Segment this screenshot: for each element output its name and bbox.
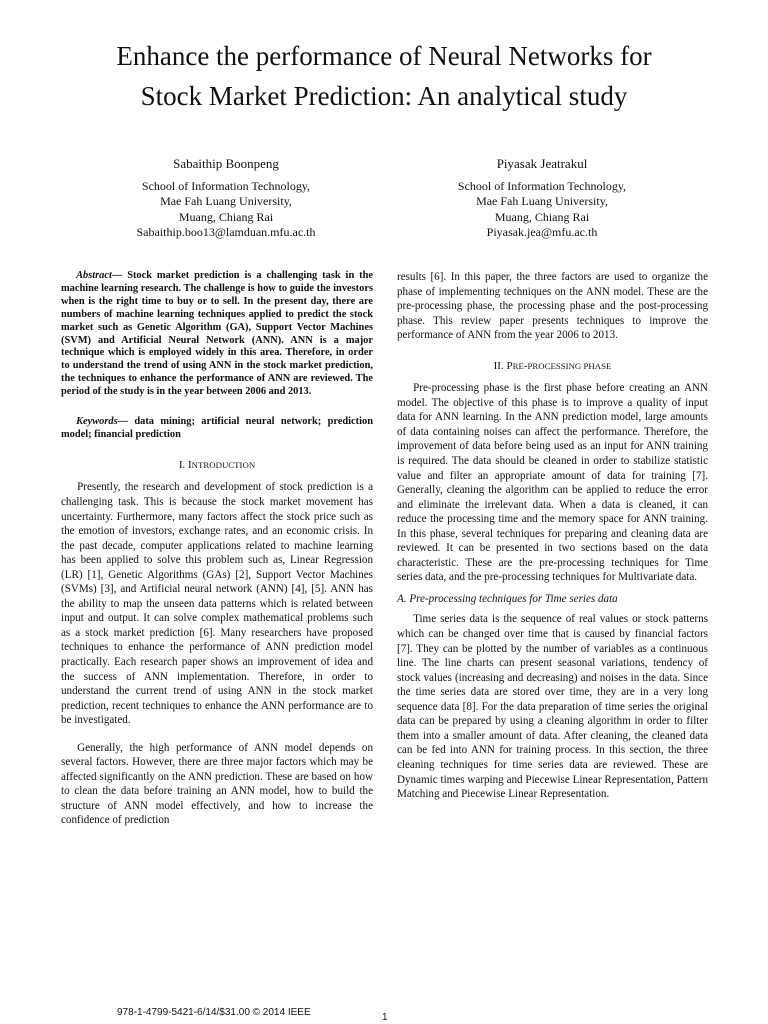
abstract-label: Abstract— xyxy=(76,270,123,281)
section-number: II. xyxy=(493,359,504,372)
keywords-label: Keywords— xyxy=(76,416,129,428)
title-line-2: Stock Market Prediction: An analytical study xyxy=(140,81,628,111)
section-title-rest: NTRODUCTION xyxy=(191,459,256,470)
author-dept: School of Information Technology, xyxy=(457,178,627,193)
preprocessing-paragraph-1: Pre-processing phase is the first phase before creating an ANN model. The objective of this phase is to improve a quality of input data for ANN learning. In the ANN prediction model, large amounts of data containing noises can affect the performance. Therefore, the improvement of data before being used as an input for ANN training is required. The data should be cleaned in order to stabilize statistic value and filter an appropriate amount of data for training [7]. Generally, cleaning the algorithm can be applied to reduce the error and eliminate the irrelevant data. When a data is cleaned, it can reduce the processing time and the memory space for ANN training. In this phase, several techniques for preparing and cleaning data are reviewed. It can be presented in two sections based on the data characteristic. These are the pre-processing techniques for Time series data, and the pre-processing techniques for Multivariate data. xyxy=(397,382,708,584)
author-location: Muang, Chiang Rai xyxy=(494,209,590,224)
author-email: Sabaithip.boo13@lamduan.mfu.ac.th xyxy=(136,225,316,239)
section-heading-preprocessing xyxy=(397,359,708,374)
author-name: Piyasak Jeatrakul xyxy=(496,156,588,171)
abstract xyxy=(61,270,373,399)
section-number: I. xyxy=(178,458,186,471)
author-block-1 xyxy=(76,156,376,241)
author-university: Mae Fah Luang University, xyxy=(476,194,608,208)
section-title-dash: - xyxy=(523,359,528,372)
section-initial: P xyxy=(506,359,513,372)
subsection-heading-time-series: A. Pre-processing techniques for Time series data xyxy=(397,592,618,605)
author-university: Mae Fah Luang University, xyxy=(160,194,292,208)
section-initial: I xyxy=(187,458,192,471)
page-number: 1 xyxy=(382,1012,388,1023)
author-dept: School of Information Technology, xyxy=(141,178,311,193)
intro-paragraph-3: results [6]. In this paper, the three factors are used to organize the phase of implementing techniques on the ANN model. These are the pre-processing phase, the processing phase and the post-processing phase. This review paper presents techniques to improve the performance of ANN from the year 2006 to 2013. xyxy=(397,271,708,342)
right-column xyxy=(397,270,708,802)
intro-paragraph-1: Presently, the research and development of stock prediction is a challenging task. This is because the stock market movement has uncertainty. Furthermore, many factors affect the stock price such as the emotion of investors, exchange rates, and an economic crisis. In the past decade, computer applications related to machine learning has been applied to solve this problem such as, Linear Regression (LR) [1], Genetic Algorithms (GAs) [2], Support Vector Machines (SVMs) [3], and Artificial neural network (ANN) [4], [5]. ANN has the ability to map the unseen data patterns which is related between input and output. It can solve complex mathematical problems such as a stock market prediction [6]. Many researchers have proposed techniques to enhance the performance of ANN prediction model practically. Each research paper shows an improvement of idea and the success of ANN implementation. Therefore, in order to understand the current trend of using ANN in the stock market prediction, recent techniques to enhance the ANN performance are to be investigated. xyxy=(61,481,373,727)
author-name: Sabaithip Boonpeng xyxy=(173,156,279,171)
author-location: Muang, Chiang Rai xyxy=(178,209,274,224)
left-column xyxy=(61,270,373,828)
keywords-text: data mining; artificial neural network; prediction model; financial prediction xyxy=(61,416,373,440)
author-block-2 xyxy=(392,156,692,241)
abstract-text: Stock market prediction is a challenging task in the machine learning research. The challenge is how to guide the investors when is the right time to buy or to sell. In the present day, there are numbers of machine learning techniques applied to predict the stock market such as Genetic Algorithm (GA), Support Vector Machines (SVM) and Artificial Neural Network (ANN). ANN is a major technique which is employed widely in this area. Therefore, in order to understand the trend of using ANN in the stock market prediction, the techniques to enhance the performance of ANN are reviewed. The period of the study is in the year between 2006 and 2013. xyxy=(61,270,373,398)
section-title-part: RE xyxy=(512,360,524,371)
section-title-rest: PROCESSING PHASE xyxy=(527,360,612,371)
section-heading-introduction xyxy=(61,458,373,473)
paper-title xyxy=(0,36,768,116)
copyright-footer: 978-1-4799-5421-6/14/$31.00 © 2014 IEEE xyxy=(117,1007,311,1018)
preprocessing-paragraph-2: Time series data is the sequence of real values or stock patterns which can be changed over time that is caused by financial factors [7]. They can be plotted by the number of variables as a continuous line. The line charts can present seasonal variations, tendency of stock values (increasing and decreasing) and noises in the data. Since the time series data are stored over time, they are in a very long sequence data [8]. For the data preparation of time series the original data can be prepared by using a cleaning algorithm in order to filter them into a smaller amount of data. After cleaning, the cleaned data can be fed into ANN for training process. In this section, the three cleaning techniques for time series data are reviewed. These are Dynamic times warping and Piecewise Linear Representation, Pattern Matching and Piecewise Linear Representation. xyxy=(397,613,708,801)
keywords xyxy=(61,416,373,442)
intro-paragraph-2: Generally, the high performance of ANN model depends on several factors. However, there are three major factors which may be affected significantly on the ANN prediction. These are based on how to clean the data before training an ANN model, how to build the structure of ANN model effectively, and how to increase the confidence of prediction xyxy=(61,741,373,827)
title-line-1: Enhance the performance of Neural Networks for xyxy=(116,41,652,71)
author-email: Piyasak.jea@mfu.ac.th xyxy=(486,225,598,239)
